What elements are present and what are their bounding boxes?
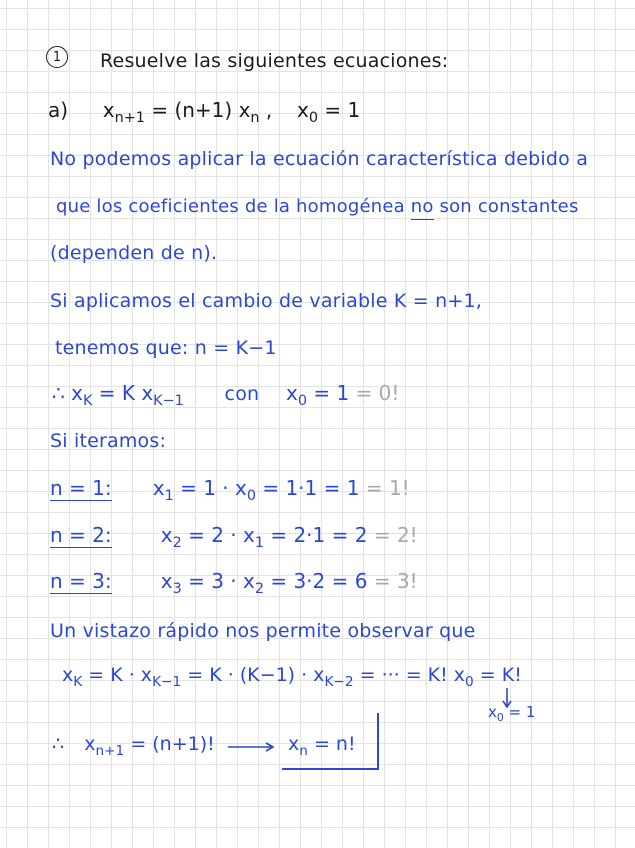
- obs-p3-sub: 0: [465, 673, 474, 690]
- line2-pre: que los coeficientes de la homogénea: [56, 196, 405, 217]
- row-x: x: [152, 476, 165, 500]
- obs-x: x: [62, 664, 74, 686]
- note-x: x: [488, 703, 497, 721]
- row-label: n = 2:: [50, 523, 112, 547]
- x0-sub: 0: [308, 110, 318, 127]
- x0: x: [285, 381, 298, 405]
- obs-p2-sub: K−2: [324, 673, 354, 690]
- recurrence-line: [52, 381, 400, 410]
- concl-x: x: [84, 733, 96, 755]
- row-x-sub: 2: [172, 535, 182, 552]
- row-expr2: = 1·1 = 1: [262, 476, 360, 500]
- iterate-row-1: [50, 476, 410, 505]
- note-sub: 0: [496, 710, 504, 724]
- rhs-sub: n: [250, 110, 260, 127]
- row-label: n = 1:: [50, 476, 112, 500]
- x0-sub: 0: [297, 393, 307, 410]
- comma: ,: [265, 98, 273, 122]
- iterate-row-2: [50, 523, 418, 552]
- row-x: x: [160, 569, 173, 593]
- con-word: con: [224, 383, 260, 405]
- row-expr1: = 3 · x: [188, 569, 255, 593]
- rhs: = (n+1) x: [151, 98, 251, 122]
- line2-post: son constantes: [439, 196, 579, 217]
- recurrence-eq-sub: K−1: [153, 393, 184, 410]
- part-a-label: a): [48, 98, 69, 122]
- row-expr1-sub: 1: [254, 535, 264, 552]
- row-expr1: = 1 · x: [180, 476, 247, 500]
- exercise-number: 1: [46, 46, 68, 68]
- row-x-sub: 1: [164, 488, 174, 505]
- obs-x-sub: K: [73, 673, 83, 690]
- right-arrow-icon: [228, 741, 276, 753]
- row-expr1-sub: 0: [246, 488, 256, 505]
- obs-p1-sub: K−1: [152, 673, 182, 690]
- observation-note: [488, 703, 536, 724]
- obs-p2: = K · (K−1) · x: [187, 664, 325, 686]
- x0-eq: = 1: [324, 98, 361, 122]
- underlined-no: no: [411, 196, 434, 220]
- row-label: n = 3:: [50, 569, 112, 593]
- row-expr2: = 2·1 = 2: [270, 523, 368, 547]
- final-result: [288, 733, 356, 759]
- therefore-symbol: ∴: [52, 381, 65, 405]
- observation-line: Un vistazo rápido nos permite observar que: [50, 620, 476, 642]
- note-eq: = 1: [508, 703, 536, 721]
- obs-p4: = K!: [479, 664, 522, 686]
- x-term: x: [102, 98, 115, 122]
- conclusion-line: [52, 733, 215, 759]
- row-x: x: [160, 523, 173, 547]
- change-line-1: Si aplicamos el cambio de variable K = n+1,: [50, 290, 483, 312]
- change-line-2: tenemos que: n = K−1: [55, 337, 277, 359]
- result-sub: n: [299, 742, 308, 759]
- obs-p3: = ··· = K! x: [359, 664, 466, 686]
- iterate-row-3: [50, 569, 418, 598]
- result-x: x: [288, 733, 300, 755]
- xk-sub: K: [82, 393, 93, 410]
- explanation-line-2: [56, 198, 579, 216]
- x0-eq: = 1: [313, 381, 350, 405]
- x0: x: [296, 98, 309, 122]
- explanation-line-3: (dependen de n).: [50, 242, 218, 264]
- gray-factorial: = 0!: [355, 381, 400, 405]
- x-sub: n+1: [114, 110, 145, 127]
- part-a-equation: [48, 98, 361, 127]
- therefore-symbol: ∴: [52, 733, 65, 755]
- recurrence-eq: = K x: [98, 381, 154, 405]
- exercise-title: Resuelve las siguientes ecuaciones:: [100, 50, 449, 72]
- explanation-line-1: No podemos aplicar la ecuación característica debido a: [50, 148, 589, 170]
- observation-formula: [62, 664, 522, 690]
- row-gray: = 3!: [373, 569, 418, 593]
- row-x-sub: 3: [172, 581, 182, 598]
- row-gray: = 2!: [373, 523, 418, 547]
- row-gray: = 1!: [365, 476, 410, 500]
- xk: x: [71, 381, 83, 405]
- row-expr2: = 3·2 = 6: [270, 569, 368, 593]
- row-expr1: = 2 · x: [188, 523, 255, 547]
- obs-p1: = K · x: [88, 664, 153, 686]
- concl-x-sub: n+1: [95, 742, 125, 759]
- row-expr1-sub: 2: [254, 581, 264, 598]
- concl-eq: = (n+1)!: [130, 733, 215, 755]
- result-eq: = n!: [313, 733, 356, 755]
- iterate-heading: Si iteramos:: [50, 430, 167, 452]
